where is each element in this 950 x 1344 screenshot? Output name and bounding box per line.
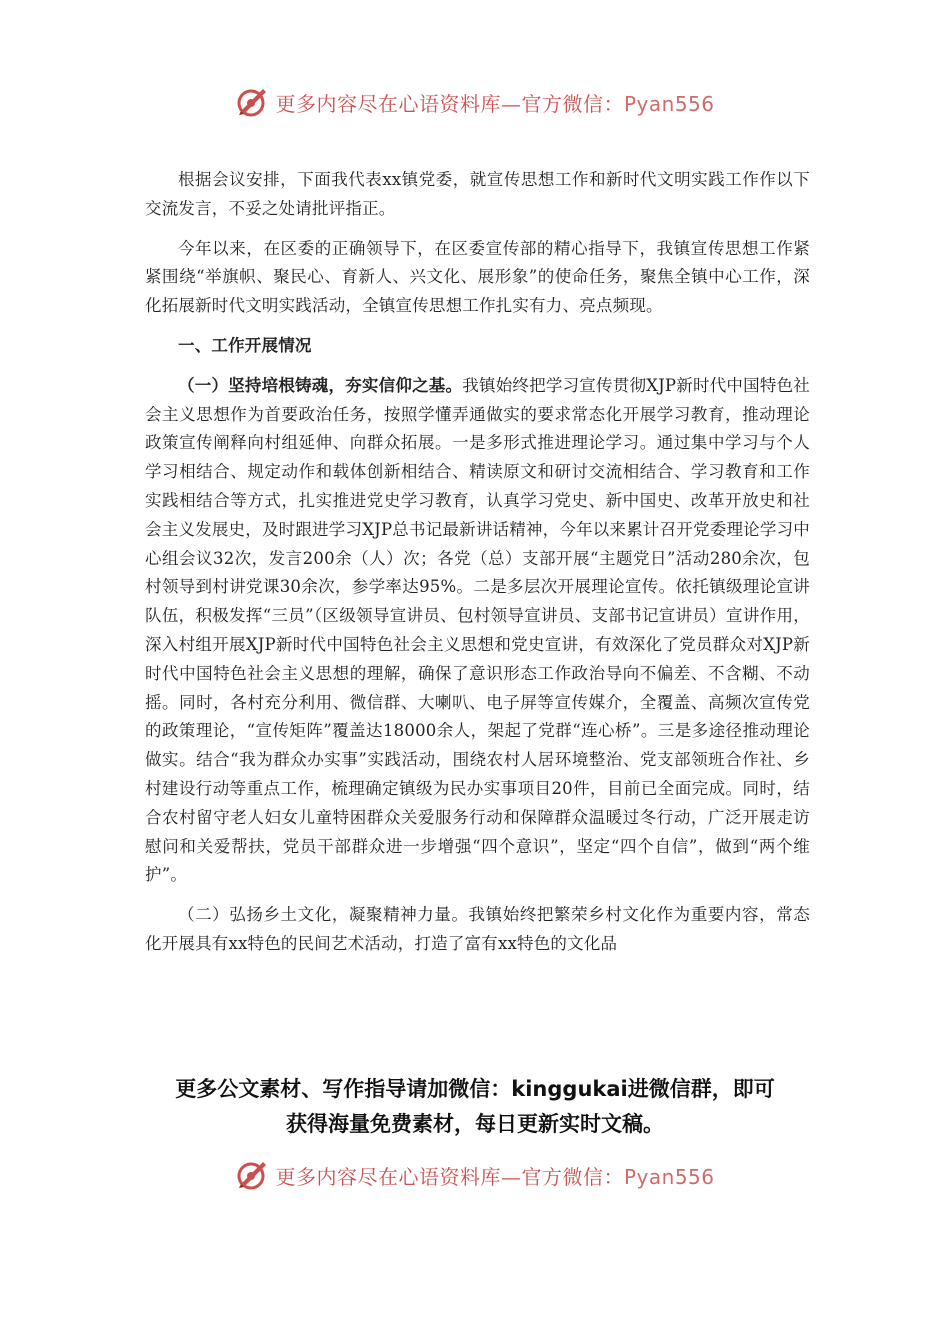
paragraph-section-2: （二）弘扬乡土文化，凝聚精神力量。我镇始终把繁荣乡村文化作为重要内容，常态化开展具有xx特色的民间艺术活动，打造了富有xx特色的文化品 xyxy=(145,905,810,953)
document-body xyxy=(145,166,810,970)
watermark-id: Pyan556 xyxy=(623,91,715,116)
paragraph-section-1 xyxy=(145,372,810,890)
watermark-text: 更多内容尽在心语资料库—官方微信：Pyan556 xyxy=(275,91,715,116)
paragraph-overview: 今年以来，在区委的正确领导下，在区委宣传部的精心指导下，我镇宣传思想工作紧紧围绕“举旗帜、聚民心、育新人、兴文化、展形象”的使命任务，聚焦全镇中心工作，深化拓展新时代文明实践活动，全镇宣传思想工作扎实有力、亮点频现。 xyxy=(145,238,810,316)
pen-logo-icon xyxy=(235,85,269,119)
watermark-text: 更多内容尽在心语资料库—官方微信：Pyan556 xyxy=(275,1164,715,1189)
promo-line-2: 获得海量免费素材，每日更新实时文稿。 xyxy=(286,1112,664,1136)
watermark-banner-top xyxy=(0,82,950,122)
pen-logo-icon xyxy=(235,1158,269,1192)
paragraph-intro: 根据会议安排，下面我代表xx镇党委，就宣传思想工作和新时代文明实践工作作以下交流发言，不妥之处请批评指正。 xyxy=(145,170,810,218)
promo-notice xyxy=(120,1072,830,1142)
promo-line-1: 更多公文素材、写作指导请加微信：kinggukai进微信群，即可 xyxy=(175,1077,775,1101)
subsection-lead: （一）坚持培根铸魂，夯实信仰之基。 xyxy=(178,375,463,395)
watermark-banner-bottom xyxy=(0,1155,950,1195)
watermark-id: Pyan556 xyxy=(623,1164,715,1189)
subsection-text: 我镇始终把学习宣传贯彻XJP新时代中国特色社会主义思想作为首要政治任务，按照学懂弄通做实的要求常态化开展学习教育，推动理论政策宣传阐释向村组延伸、向群众拓展。一是多形式推进理论学习。通过集中学习与个人学习相结合、规定动作和载体创新相结合、精读原文和研讨交流相结合、学习教育和工作实践相结合等方式，扎实推进党史学习教育，认真学习党史、新中国史、改革开放史和社会主义发展史，及时跟进学习XJP总书记最新讲话精神，今年以来累计召开党委理论学习中心组会议32次，发言200余（人）次；各党（总）支部开展“主题党日”活动280余次，包村领导到村讲党课30余次，参学率达95%。二是多层次开展理论宣传。依托镇级理论宣讲队伍，积极发挥“三员”（区级领导宣讲员、包村领导宣讲员、支部书记宣讲员）宣讲作用，深入村组开展XJP新时代中国特色社会主义思想和党史宣讲，有效深化了党员群众对XJP新时代中国特色社会主义思想的理解，确保了意识形态工作政治导向不偏差、不含糊、不动摇。同时，各村充分利用、微信群、大喇叭、电子屏等宣传媒介，全覆盖、高频次宣传党的政策理论，“宣传矩阵”覆盖达18000余人，架起了党群“连心桥”。三是多途径推动理论做实。结合“我为群众办实事”实践活动，围绕农村人居环境整治、党支部领班合作社、乡村建设行动等重点工作，梳理确定镇级为民办实事项目20件，目前已全面完成。同时，结合农村留守老人妇女儿童特困群众关爱服务行动和保障群众温暖过冬行动，广泛开展走访慰问和关爱帮扶，党员干部群众进一步增强“四个意识”，坚定“四个自信”，做到“两个维护”。 xyxy=(145,375,810,885)
section-heading: 一、工作开展情况 xyxy=(178,335,312,355)
